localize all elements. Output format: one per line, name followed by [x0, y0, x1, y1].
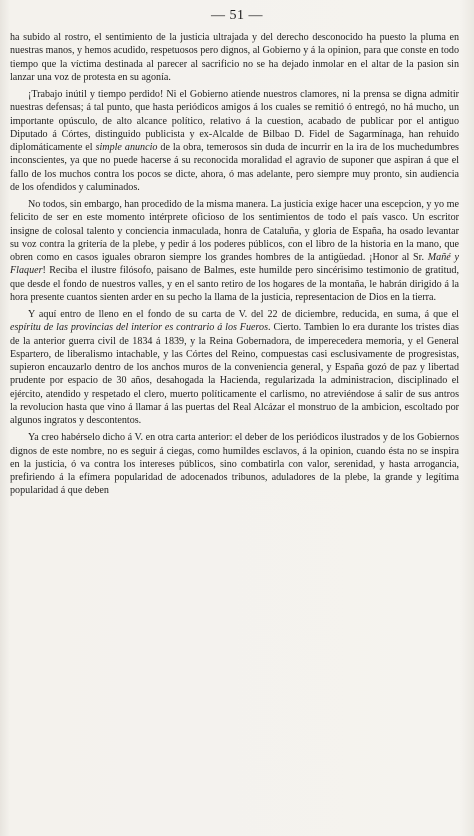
- paragraph: [10, 431, 459, 497]
- italic-text: Mañé y Flaquer: [10, 252, 459, 277]
- paragraph: [10, 308, 459, 427]
- italic-text: simple anuncio: [95, 142, 158, 153]
- paragraph-text: . Cierto. Tambien lo era durante los tristes dias de la anterior guerra civil de 1834 á 1839, y la Reina Gobernadora, de imperecedera memoria, y el General Espartero, de liberalismo intachable, y las Córtes del Reino, compuestas casi esclusivamente de progresistas, supieron encauzarlo dentro de los anchos muros de la conveniencia general, y España gozó de paz y libertad prudente por espacio de 30 años, desahogada la Hacienda, regularizada la administracion, disciplinado el ejército, atendido y respetado el clero, muerto políticamente el carlismo, no atreviéndose á salir de sus antros la revolucion hasta que vino á llamar á las puertas del Real Alcázar el monstruo de la ambicion, escoltado por algunos ingratos y descontentos.: [10, 322, 459, 426]
- paragraph-text: Ya creo habérselo dicho á V. en otra carta anterior: el deber de los periódicos ilustrados y de los Gobiernos dignos de este nombre, no es seguir á ciegas, como humildes esclavos, á la opinion, cuando ésta no se inspira en la justicia, ó va contra los intereses públicos, sino combatirla con valor, serenidad, y hasta arrogancia, prefiriendo á la efímera popularidad de adocenados tribunos, aduladores de la plebe, la grande y legítima popularidad á que deben: [10, 432, 459, 497]
- italic-text: espíritu de las provincias del interior es contrario á los Fueros: [10, 322, 269, 334]
- paragraph-text: ¡Trabajo inútil y tiempo perdido! Ni el Gobierno atiende nuestros clamores, ni la prensa se digna admitir nuestras defensas; á tal punto, que hasta periódicos amigos á los cuales se remitió ó entregó, no há mucho, un importante opúsculo, de alto alcance político, relativo á la cuestion, acabado de publicar por el antiguo Diputado á Córtes, distinguido publicista y ex-Alcalde de Bilbao D. Fidel de Sagarmínaga, han rehuido diplomáticamente el: [10, 89, 459, 153]
- paragraph: [10, 31, 459, 84]
- paragraph-text: ! Reciba el ilustre filósofo, paisano de Balmes, este humilde pero sincérisimo testimonio de gratitud, que desde el fondo de nuestros valles, y en el santo retiro de los hogares de la montaña, le habrán dirigido á la hora presente cuantos sienten arder en su pecho la llama de la justicia, representacion de Dios en la tierra.: [10, 265, 459, 303]
- body-text: [10, 31, 459, 502]
- paragraph-text: ha subido al rostro, el sentimiento de la justicia ultrajada y del derecho desconocido ha puesto la pluma en nuestras manos, y hemos acudido, respetuosos pero dignos, al Gobierno y á la opinion, para que conste en todo tiempo que la víctima destinada al parecer al sacrificio no se ha dejado inmolar en el altar de la pasion sin lanzar una voz de protesta en su agonía.: [10, 32, 459, 83]
- paragraph: [10, 198, 459, 304]
- paragraph-text: No todos, sin embargo, han procedido de la misma manera. La justicia exige hacer una escepcion, y yo me felicito de ser en este momento intérprete oficioso de los sentimientos de todo el país vasco. Un escritor insigne de colosal talento y conciencia inmaculada, honra de Cataluña, y gloria de España, ha osado levantar su voz contra la gritería de la plebe, y pedir á los poderes públicos, con el libro de la historia en la mano, que obren como en casos iguales obraron siempre los grandes hombres de la antigüedad. ¡Honor al Sr.: [10, 199, 459, 263]
- page-number: — 51 —: [211, 8, 263, 23]
- paragraph-text: Y aquí entro de lleno en el fondo de su carta de V. del 22 de diciembre, reducida, en suma, á que el: [28, 309, 459, 320]
- paragraph: [10, 88, 459, 194]
- paragraph-text: de la obra, temerosos sin duda de incurrir en la ira de los muchedumbres inconscientes, ya que no puede hacerse á su reconocida moralidad el agravio de suponer que aspiran á que el fallo de los muchos contra los pocos se dicte, ahora, ó mas adelante, pero siempre muy pronto, sin audiencia de los ofendidos y caluminados.: [10, 142, 459, 193]
